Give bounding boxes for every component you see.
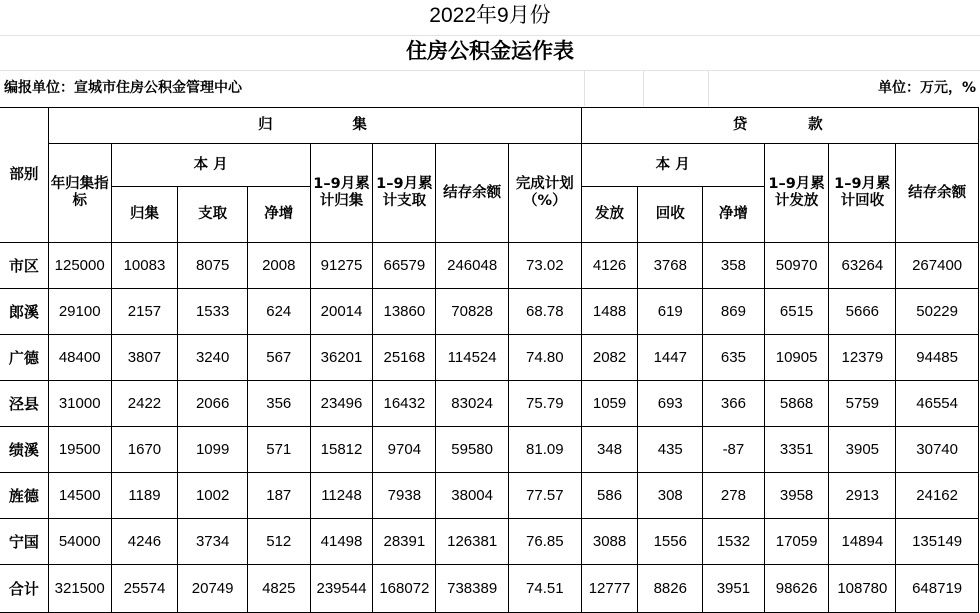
table-cell: 8075 <box>178 243 248 289</box>
table-cell: 76.85 <box>509 519 582 565</box>
table-cell: 68.78 <box>509 289 582 335</box>
table-cell: 15812 <box>310 427 373 473</box>
table-cell: 46554 <box>896 381 979 427</box>
table-cell: 50970 <box>764 243 829 289</box>
table-cell: 5868 <box>764 381 829 427</box>
table-cell: 12777 <box>581 565 638 613</box>
table-cell: 1556 <box>638 519 703 565</box>
table-cell: 2066 <box>178 381 248 427</box>
table-row <box>0 473 979 519</box>
table-cell: 3351 <box>764 427 829 473</box>
table-cell: 70828 <box>436 289 509 335</box>
table-cell: 38004 <box>436 473 509 519</box>
header-issue: 发放 <box>581 187 638 243</box>
reporting-unit: 编报单位：宣城市住房公积金管理中心 <box>4 80 242 96</box>
table-row <box>0 335 979 381</box>
table-cell: 9704 <box>373 427 436 473</box>
table-cell: 83024 <box>436 381 509 427</box>
table-cell: 11248 <box>310 473 373 519</box>
table-cell: 59580 <box>436 427 509 473</box>
header-recover: 回收 <box>638 187 703 243</box>
table-cell: 66579 <box>373 243 436 289</box>
table-cell: 267400 <box>896 243 979 289</box>
table-cell: 14500 <box>48 473 111 519</box>
table-cell: 94485 <box>896 335 979 381</box>
table-cell: 2008 <box>247 243 310 289</box>
table-cell: 25168 <box>373 335 436 381</box>
table-cell: 5759 <box>829 381 896 427</box>
table-cell: 2913 <box>829 473 896 519</box>
table-cell: 24162 <box>896 473 979 519</box>
table-cell: 3240 <box>178 335 248 381</box>
table-cell: 108780 <box>829 565 896 613</box>
table-cell: 624 <box>247 289 310 335</box>
table-row <box>0 381 979 427</box>
table-cell: 74.80 <box>509 335 582 381</box>
row-dept-name: 泾县 <box>0 381 48 427</box>
header-ytd-withdraw: 1–9月累计支取 <box>373 144 436 243</box>
table-cell: 63264 <box>829 243 896 289</box>
table-cell: 7938 <box>373 473 436 519</box>
table-cell: 635 <box>703 335 765 381</box>
table-cell: 308 <box>638 473 703 519</box>
table-cell: 278 <box>703 473 765 519</box>
table-cell: 738389 <box>436 565 509 613</box>
table-cell: 20014 <box>310 289 373 335</box>
header-withdraw: 支取 <box>178 187 248 243</box>
table-cell: 693 <box>638 381 703 427</box>
header-this-month-loan: 本 月 <box>581 144 764 187</box>
header-collection-group: 归 集 <box>48 108 581 144</box>
table-cell: 2422 <box>111 381 178 427</box>
table-cell: 8826 <box>638 565 703 613</box>
header-ytd-collect: 1–9月累计归集 <box>310 144 373 243</box>
table-cell: 1002 <box>178 473 248 519</box>
table-cell: 168072 <box>373 565 436 613</box>
header-loan-group: 贷 款 <box>581 108 978 144</box>
table-cell: 54000 <box>48 519 111 565</box>
table-cell: -87 <box>703 427 765 473</box>
table-cell: 648719 <box>896 565 979 613</box>
grid-line <box>0 35 980 36</box>
table-cell: 1533 <box>178 289 248 335</box>
total-row <box>0 565 979 613</box>
table-cell: 135149 <box>896 519 979 565</box>
table-cell: 14894 <box>829 519 896 565</box>
table-cell: 348 <box>581 427 638 473</box>
table-cell: 23496 <box>310 381 373 427</box>
table-cell: 48400 <box>48 335 111 381</box>
table-cell: 12379 <box>829 335 896 381</box>
header-completion: 完成计划（%） <box>509 144 582 243</box>
row-dept-name: 郎溪 <box>0 289 48 335</box>
table-cell: 98626 <box>764 565 829 613</box>
table-cell: 41498 <box>310 519 373 565</box>
table-cell: 3958 <box>764 473 829 519</box>
table-cell: 3768 <box>638 243 703 289</box>
table-cell: 3905 <box>829 427 896 473</box>
table-cell: 2082 <box>581 335 638 381</box>
table-cell: 13860 <box>373 289 436 335</box>
table-cell: 6515 <box>764 289 829 335</box>
table-cell: 321500 <box>48 565 111 613</box>
table-cell: 19500 <box>48 427 111 473</box>
table-cell: 1059 <box>581 381 638 427</box>
table-cell: 10083 <box>111 243 178 289</box>
table-cell: 1189 <box>111 473 178 519</box>
table-cell: 435 <box>638 427 703 473</box>
grid-line <box>643 70 644 106</box>
table-cell: 36201 <box>310 335 373 381</box>
table-row <box>0 243 979 289</box>
table-cell: 1099 <box>178 427 248 473</box>
table-cell: 2157 <box>111 289 178 335</box>
table-cell: 366 <box>703 381 765 427</box>
table-cell: 28391 <box>373 519 436 565</box>
table-row <box>0 427 979 473</box>
table-cell: 1670 <box>111 427 178 473</box>
table-cell: 74.51 <box>509 565 582 613</box>
table-cell: 4126 <box>581 243 638 289</box>
header-annual-target: 年归集指标 <box>48 144 111 243</box>
header-ytd-recover: 1–9月累计回收 <box>829 144 896 243</box>
table-cell: 358 <box>703 243 765 289</box>
table-cell: 91275 <box>310 243 373 289</box>
table-cell: 75.79 <box>509 381 582 427</box>
row-dept-name: 市区 <box>0 243 48 289</box>
table-cell: 25574 <box>111 565 178 613</box>
table-row <box>0 289 979 335</box>
table-cell: 1447 <box>638 335 703 381</box>
table-cell: 4246 <box>111 519 178 565</box>
table-row <box>0 519 979 565</box>
table-cell: 512 <box>247 519 310 565</box>
grid-line <box>708 70 709 106</box>
table-cell: 114524 <box>436 335 509 381</box>
table-cell: 31000 <box>48 381 111 427</box>
report-period-title: 2022年9月份 <box>429 4 551 27</box>
unit-label: 单位：万元，% <box>877 80 976 96</box>
header-dept: 部别 <box>0 108 48 243</box>
table-cell: 73.02 <box>509 243 582 289</box>
row-dept-name: 广德 <box>0 335 48 381</box>
table-cell: 10905 <box>764 335 829 381</box>
header-loan-net: 净增 <box>703 187 765 243</box>
header-loan-balance: 结存余额 <box>896 144 979 243</box>
table-cell: 239544 <box>310 565 373 613</box>
table-cell: 4825 <box>247 565 310 613</box>
table-cell: 17059 <box>764 519 829 565</box>
table-cell: 246048 <box>436 243 509 289</box>
table-cell: 77.57 <box>509 473 582 519</box>
header-collect: 归集 <box>111 187 178 243</box>
fund-operation-table <box>0 107 979 613</box>
table-cell: 567 <box>247 335 310 381</box>
table-cell: 1532 <box>703 519 765 565</box>
table-cell: 16432 <box>373 381 436 427</box>
table-cell: 3807 <box>111 335 178 381</box>
table-cell: 3734 <box>178 519 248 565</box>
header-net: 净增 <box>247 187 310 243</box>
unit-row <box>0 70 980 104</box>
table-cell: 586 <box>581 473 638 519</box>
table-cell: 619 <box>638 289 703 335</box>
header-balance: 结存余额 <box>436 144 509 243</box>
table-cell: 125000 <box>48 243 111 289</box>
table-cell: 30740 <box>896 427 979 473</box>
table-cell: 187 <box>247 473 310 519</box>
table-cell: 20749 <box>178 565 248 613</box>
row-dept-name: 宁国 <box>0 519 48 565</box>
table-cell: 5666 <box>829 289 896 335</box>
table-cell: 3951 <box>703 565 765 613</box>
table-cell: 3088 <box>581 519 638 565</box>
report-title: 住房公积金运作表 <box>406 39 574 63</box>
header-this-month: 本 月 <box>111 144 310 187</box>
row-dept-name: 旌德 <box>0 473 48 519</box>
table-cell: 1488 <box>581 289 638 335</box>
row-dept-name: 合计 <box>0 565 48 613</box>
table-cell: 126381 <box>436 519 509 565</box>
table-cell: 29100 <box>48 289 111 335</box>
grid-line <box>584 70 585 106</box>
row-dept-name: 绩溪 <box>0 427 48 473</box>
table-cell: 81.09 <box>509 427 582 473</box>
table-cell: 356 <box>247 381 310 427</box>
header-ytd-issue: 1–9月累计发放 <box>764 144 829 243</box>
table-cell: 50229 <box>896 289 979 335</box>
table-cell: 869 <box>703 289 765 335</box>
table-cell: 571 <box>247 427 310 473</box>
